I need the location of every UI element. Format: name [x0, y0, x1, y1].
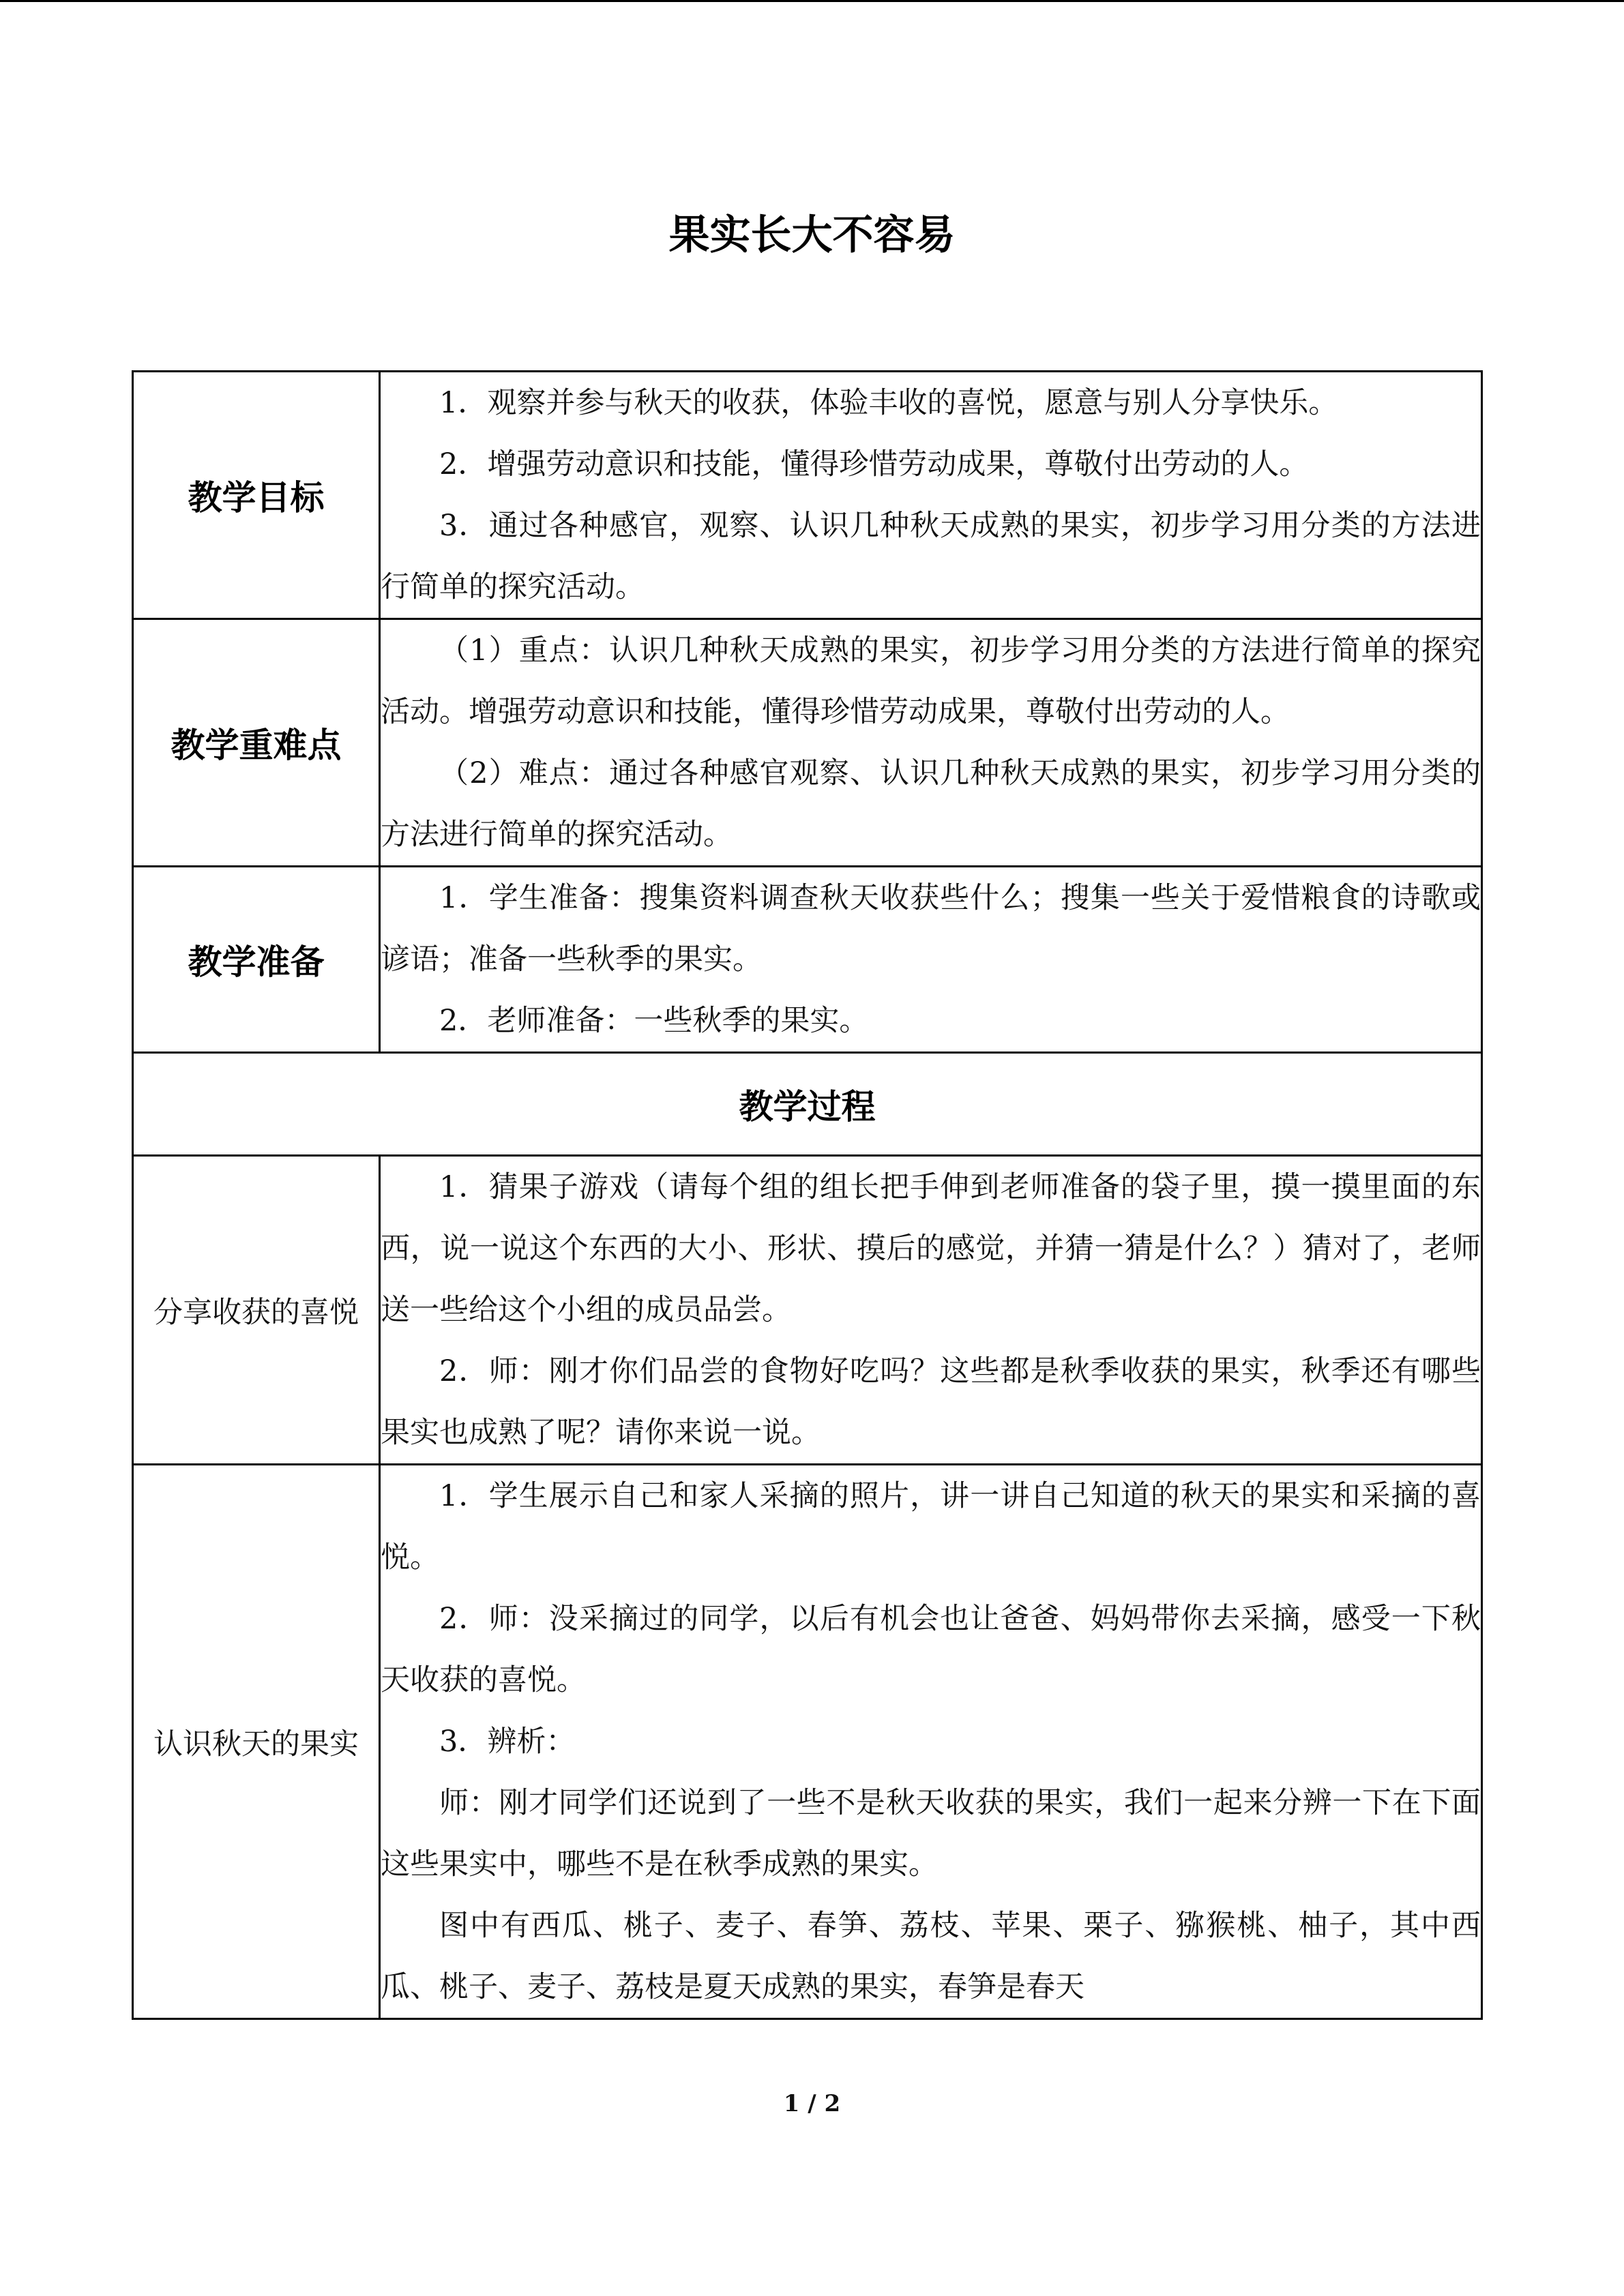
- objectives-item-3: 3．通过各种感官，观察、认识几种秋天成熟的果实，初步学习用分类的方法进行简单的探究活动。: [381, 509, 1481, 604]
- preparation-content: [380, 867, 1482, 1053]
- top-border-line: [0, 0, 1624, 2]
- preparation-student: 1．学生准备：搜集资料调查秋天收获些什么；搜集一些关于爱惜粮食的诗歌或谚语；准备一些秋季的果实。: [381, 881, 1481, 976]
- recognize-step-1: 1．学生展示自己和家人采摘的照片，讲一讲自己知道的秋天的果实和采摘的喜悦。: [381, 1479, 1481, 1575]
- recognize-step-2: 2．师：没采摘过的同学，以后有机会也让爸爸、妈妈带你去采摘，感受一下秋天收获的喜悦。: [381, 1602, 1481, 1697]
- key-points-content: [380, 619, 1482, 867]
- recognize-label: 认识秋天的果实: [133, 1465, 380, 2019]
- share-label: 分享收获的喜悦: [133, 1156, 380, 1465]
- recognize-teacher-note: 师：刚才同学们还说到了一些不是秋天收获的果实，我们一起来分辨一下在下面这些果实中，哪些不是在秋季成熟的果实。: [381, 1786, 1481, 1881]
- preparation-row: [133, 867, 1482, 1053]
- share-step-1: 1．猜果子游戏（请每个组的组长把手伸到老师准备的袋子里，摸一摸里面的东西，说一说这个东西的大小、形状、摸后的感觉，并猜一猜是什么？）猜对了，老师送一些给这个小组的成员品尝。: [381, 1170, 1481, 1327]
- share-step-2: 2．师：刚才你们品尝的食物好吃吗？这些都是秋季收获的果实，秋季还有哪些果实也成熟了呢？请你来说一说。: [381, 1354, 1481, 1450]
- document-title: 果实长大不容易: [668, 211, 956, 259]
- share-content: [380, 1156, 1482, 1465]
- objectives-item-1: 1．观察并参与秋天的收获，体验丰收的喜悦，愿意与别人分享快乐。: [439, 386, 1338, 420]
- objectives-content: [380, 372, 1482, 619]
- key-points-row: [133, 619, 1482, 867]
- preparation-label: 教学准备: [133, 867, 380, 1053]
- objectives-label: 教学目标: [133, 372, 380, 619]
- recognize-row: [133, 1465, 1482, 2019]
- objectives-item-2: 2．增强劳动意识和技能，懂得珍惜劳动成果，尊敬付出劳动的人。: [439, 447, 1309, 481]
- key-point-difficulty: （2）难点：通过各种感官观察、认识几种秋天成熟的果实，初步学习用分类的方法进行简单的探究活动。: [381, 756, 1481, 852]
- page-number: 1 / 2: [783, 2090, 841, 2117]
- recognize-picture-note: 图中有西瓜、桃子、麦子、春笋、荔枝、苹果、栗子、猕猴桃、柚子，其中西瓜、桃子、麦子、荔枝是夏天成熟的果实，春笋是春天: [381, 1909, 1481, 2004]
- key-point-focus: （1）重点：认识几种秋天成熟的果实，初步学习用分类的方法进行简单的探究活动。增强劳动意识和技能，懂得珍惜劳动成果，尊敬付出劳动的人。: [381, 633, 1481, 729]
- preparation-teacher: 2．老师准备：一些秋季的果实。: [439, 1004, 869, 1038]
- process-header: 教学过程: [133, 1053, 1482, 1156]
- key-points-label: 教学重难点: [133, 619, 380, 867]
- recognize-step-3: 3．辨析：: [439, 1725, 576, 1759]
- process-header-row: [133, 1053, 1482, 1156]
- share-row: [133, 1156, 1482, 1465]
- objectives-row: [133, 372, 1482, 619]
- recognize-content: [380, 1465, 1482, 2019]
- lesson-plan-table: [132, 370, 1483, 2020]
